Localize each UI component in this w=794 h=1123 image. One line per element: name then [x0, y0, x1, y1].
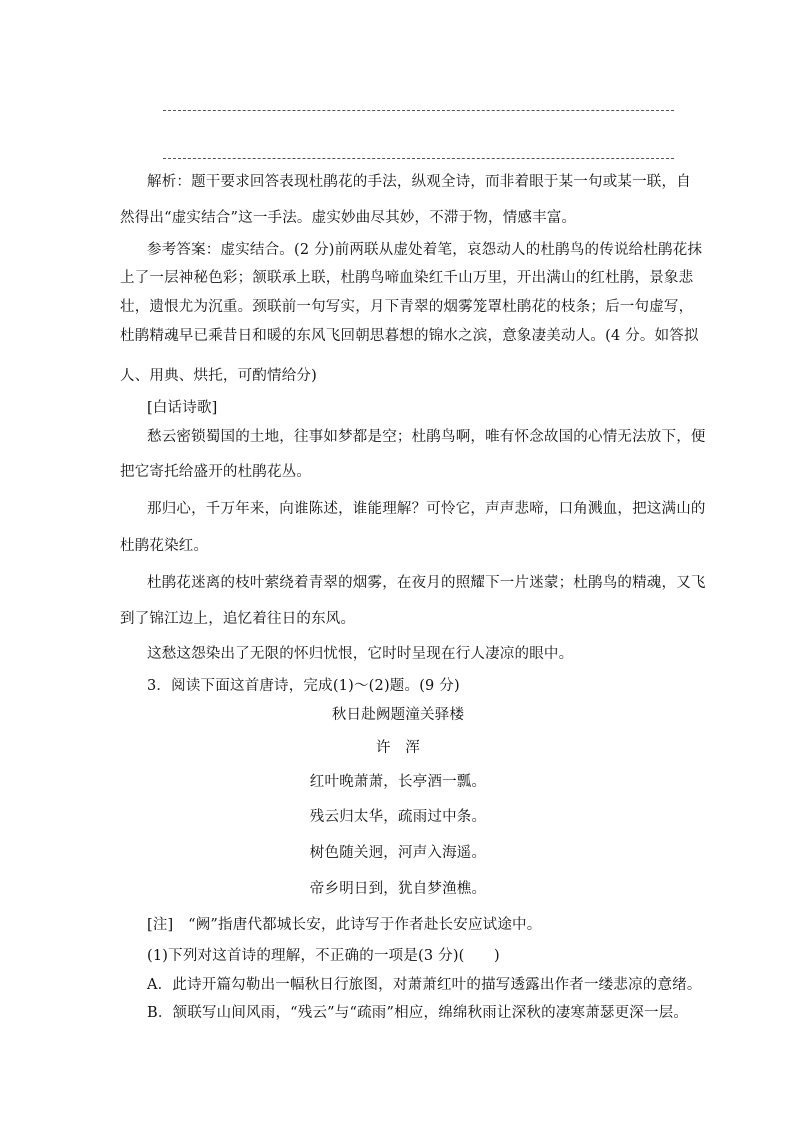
analysis-text: 解析：题干要求回答表现杜鹃花的手法，纵观全诗，而非着眼于某一句或某一联，自	[147, 174, 691, 190]
translation-text: 杜鹃花迷离的枝叶萦绕着青翠的烟雾，在夜月的照耀下一片迷蒙；杜鹃鸟的精魂，又飞	[147, 575, 706, 591]
poem-line: 帝乡明日到，犹自梦渔樵。	[309, 881, 487, 897]
translation-text: 这愁这怨染出了无限的怀归忧恨，它时时呈现在行人凄凉的眼中。	[147, 646, 574, 662]
translation-text: 那归心，千万年来，向谁陈述，谁能理解？可怜它，声声悲啼，口角溅血，把这满山的	[147, 501, 706, 517]
answer-blank-line	[163, 158, 674, 159]
translation-text: 愁云密锁蜀国的土地，往事如梦都是空；杜鹃鸟啊，唯有怀念故国的心情无法放下，便	[147, 429, 706, 445]
analysis-text: 然得出“虚实结合”这一手法。虚实妙曲尽其妙，不滞于物，情感丰富。	[120, 210, 577, 226]
reference-answer: 参考答案：虚实结合。(2 分)前两联从虚处着笔，哀怨动人的杜鹃鸟的传说给杜鹃花抹	[147, 242, 703, 258]
reference-answer: 上了一层神秘色彩；颔联承上联，杜鹃鸟啼血染红千山万里，开出满山的红杜鹃，景象悲	[120, 270, 694, 286]
poem-author: 许 浑	[375, 740, 421, 756]
reference-answer: 壮，遗恨尤为沉重。颈联前一句写实，月下青翠的烟雾笼罩杜鹃花的枝条；后一句虚写，	[120, 299, 694, 315]
translation-text: 到了锦江边上，追忆着往日的东风。	[120, 611, 356, 627]
question-prompt: 3．阅读下面这首唐诗，完成(1)～(2)题。(9 分)	[147, 678, 460, 694]
translation-text: 杜鹃花染红。	[120, 538, 209, 554]
poem-line: 红叶晚萧萧，长亭酒一瓢。	[309, 774, 487, 790]
option-a: A．此诗开篇勾勒出一幅秋日行旅图，对萧萧红叶的描写透露出作者一缕悲凉的意绪。	[147, 977, 702, 993]
section-heading: [白话诗歌]	[147, 400, 218, 416]
poem-line: 残云归太华，疏雨过中条。	[309, 809, 487, 825]
reference-answer: 人、用典、烘托，可酌情给分)	[120, 368, 317, 384]
translation-text: 把它寄托给盛开的杜鹃花丛。	[120, 464, 312, 480]
question-item: (1)下列对这首诗的理解，不正确的一项是(3 分)( )	[147, 948, 500, 964]
poem-title: 秋日赴阙题潼关驿楼	[331, 707, 465, 723]
reference-answer: 杜鹃精魂早已乘昔日和暖的东风飞回朝思暮想的锦水之滨，意象凄美动人。(4 分。如答拟	[120, 328, 699, 344]
option-b: B．颔联写山间风雨，“残云”与“疏雨”相应，绵绵秋雨让深秋的凄寒萧瑟更深一层。	[147, 1005, 689, 1021]
poem-line: 树色随关迥，河声入海遥。	[309, 845, 487, 861]
poem-note: [注] “阙”指唐代都城长安，此诗写于作者赴长安应试途中。	[147, 917, 542, 933]
answer-blank-line	[163, 110, 674, 111]
